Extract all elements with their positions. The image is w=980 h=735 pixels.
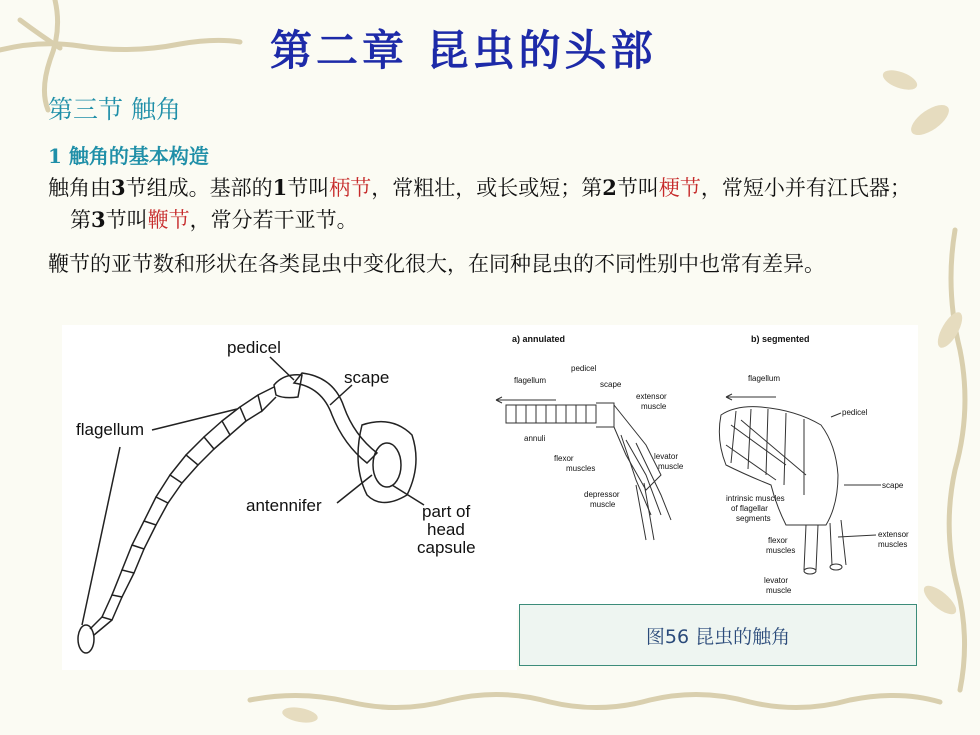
label-head-line1: part of [422,502,471,521]
term-flagellum: 鞭节 [147,208,190,232]
figure-caption: 图56 昆虫的触角 [519,604,917,666]
label-head-line2: head [427,520,465,539]
label-b-intrinsic-1: intrinsic muscles [726,494,785,503]
label-a-extensor-1: extensor [636,392,667,401]
label-antennifer: antennifer [246,496,322,515]
term-scape: 柄节 [329,176,372,200]
figure-antenna-diagram [62,325,517,670]
label-b-flexor-1: flexor [768,536,788,545]
label-a-pedicel: pedicel [571,364,597,373]
label-b-levator-1: levator [764,576,789,585]
term-pedicel: 梗节 [658,176,701,200]
label-scape: scape [344,368,390,387]
label-b-flagellum: flagellum [748,374,781,383]
label-a-flexor-2: muscles [566,464,596,473]
label-b-levator-2: muscle [766,586,792,595]
subsection-heading: 1 触角的基本构造 [48,144,209,168]
label-a-levator-1: levator [654,452,679,461]
page-title: 第二章 昆虫的头部 [270,26,657,75]
label-a-annuli: annuli [524,434,546,443]
label-pedicel: pedicel [227,338,281,357]
label-b-scape: scape [882,481,904,490]
label-head-line3: capsule [417,538,476,557]
label-a-levator-2: muscle [658,462,684,471]
paragraph-antenna-structure: 触角由3节组成。基部的1节叫柄节，常粗壮，或长或短；第2节叫梗节，常短小并有江氏器；第3节叫鞭节，常分若干亚节。 [48,175,911,232]
label-b-extensor-2: muscles [878,540,908,549]
label-b-title: b) segmented [751,334,810,344]
label-flagellum: flagellum [76,420,145,439]
label-a-depressor-2: muscle [590,500,616,509]
section-heading: 第三节 触角 [48,95,181,124]
label-b-pedicel: pedicel [842,408,868,417]
label-b-intrinsic-3: segments [736,514,771,523]
label-a-depressor-1: depressor [584,490,620,499]
figure-antenna-types [486,325,918,610]
label-b-flexor-2: muscles [766,546,796,555]
label-b-intrinsic-2: of flagellar [731,504,768,513]
label-a-scape: scape [600,380,622,389]
label-a-extensor-2: muscle [641,402,667,411]
label-b-extensor-1: extensor [878,530,909,539]
label-a-flagellum: flagellum [514,376,547,385]
label-a-title: a) annulated [512,334,566,344]
paragraph-flagellum-variation: 鞭节的亚节数和形状在各类昆虫中变化很大，在同种昆虫的不同性别中也常有差异。 [48,252,825,276]
label-a-flexor-1: flexor [554,454,574,463]
